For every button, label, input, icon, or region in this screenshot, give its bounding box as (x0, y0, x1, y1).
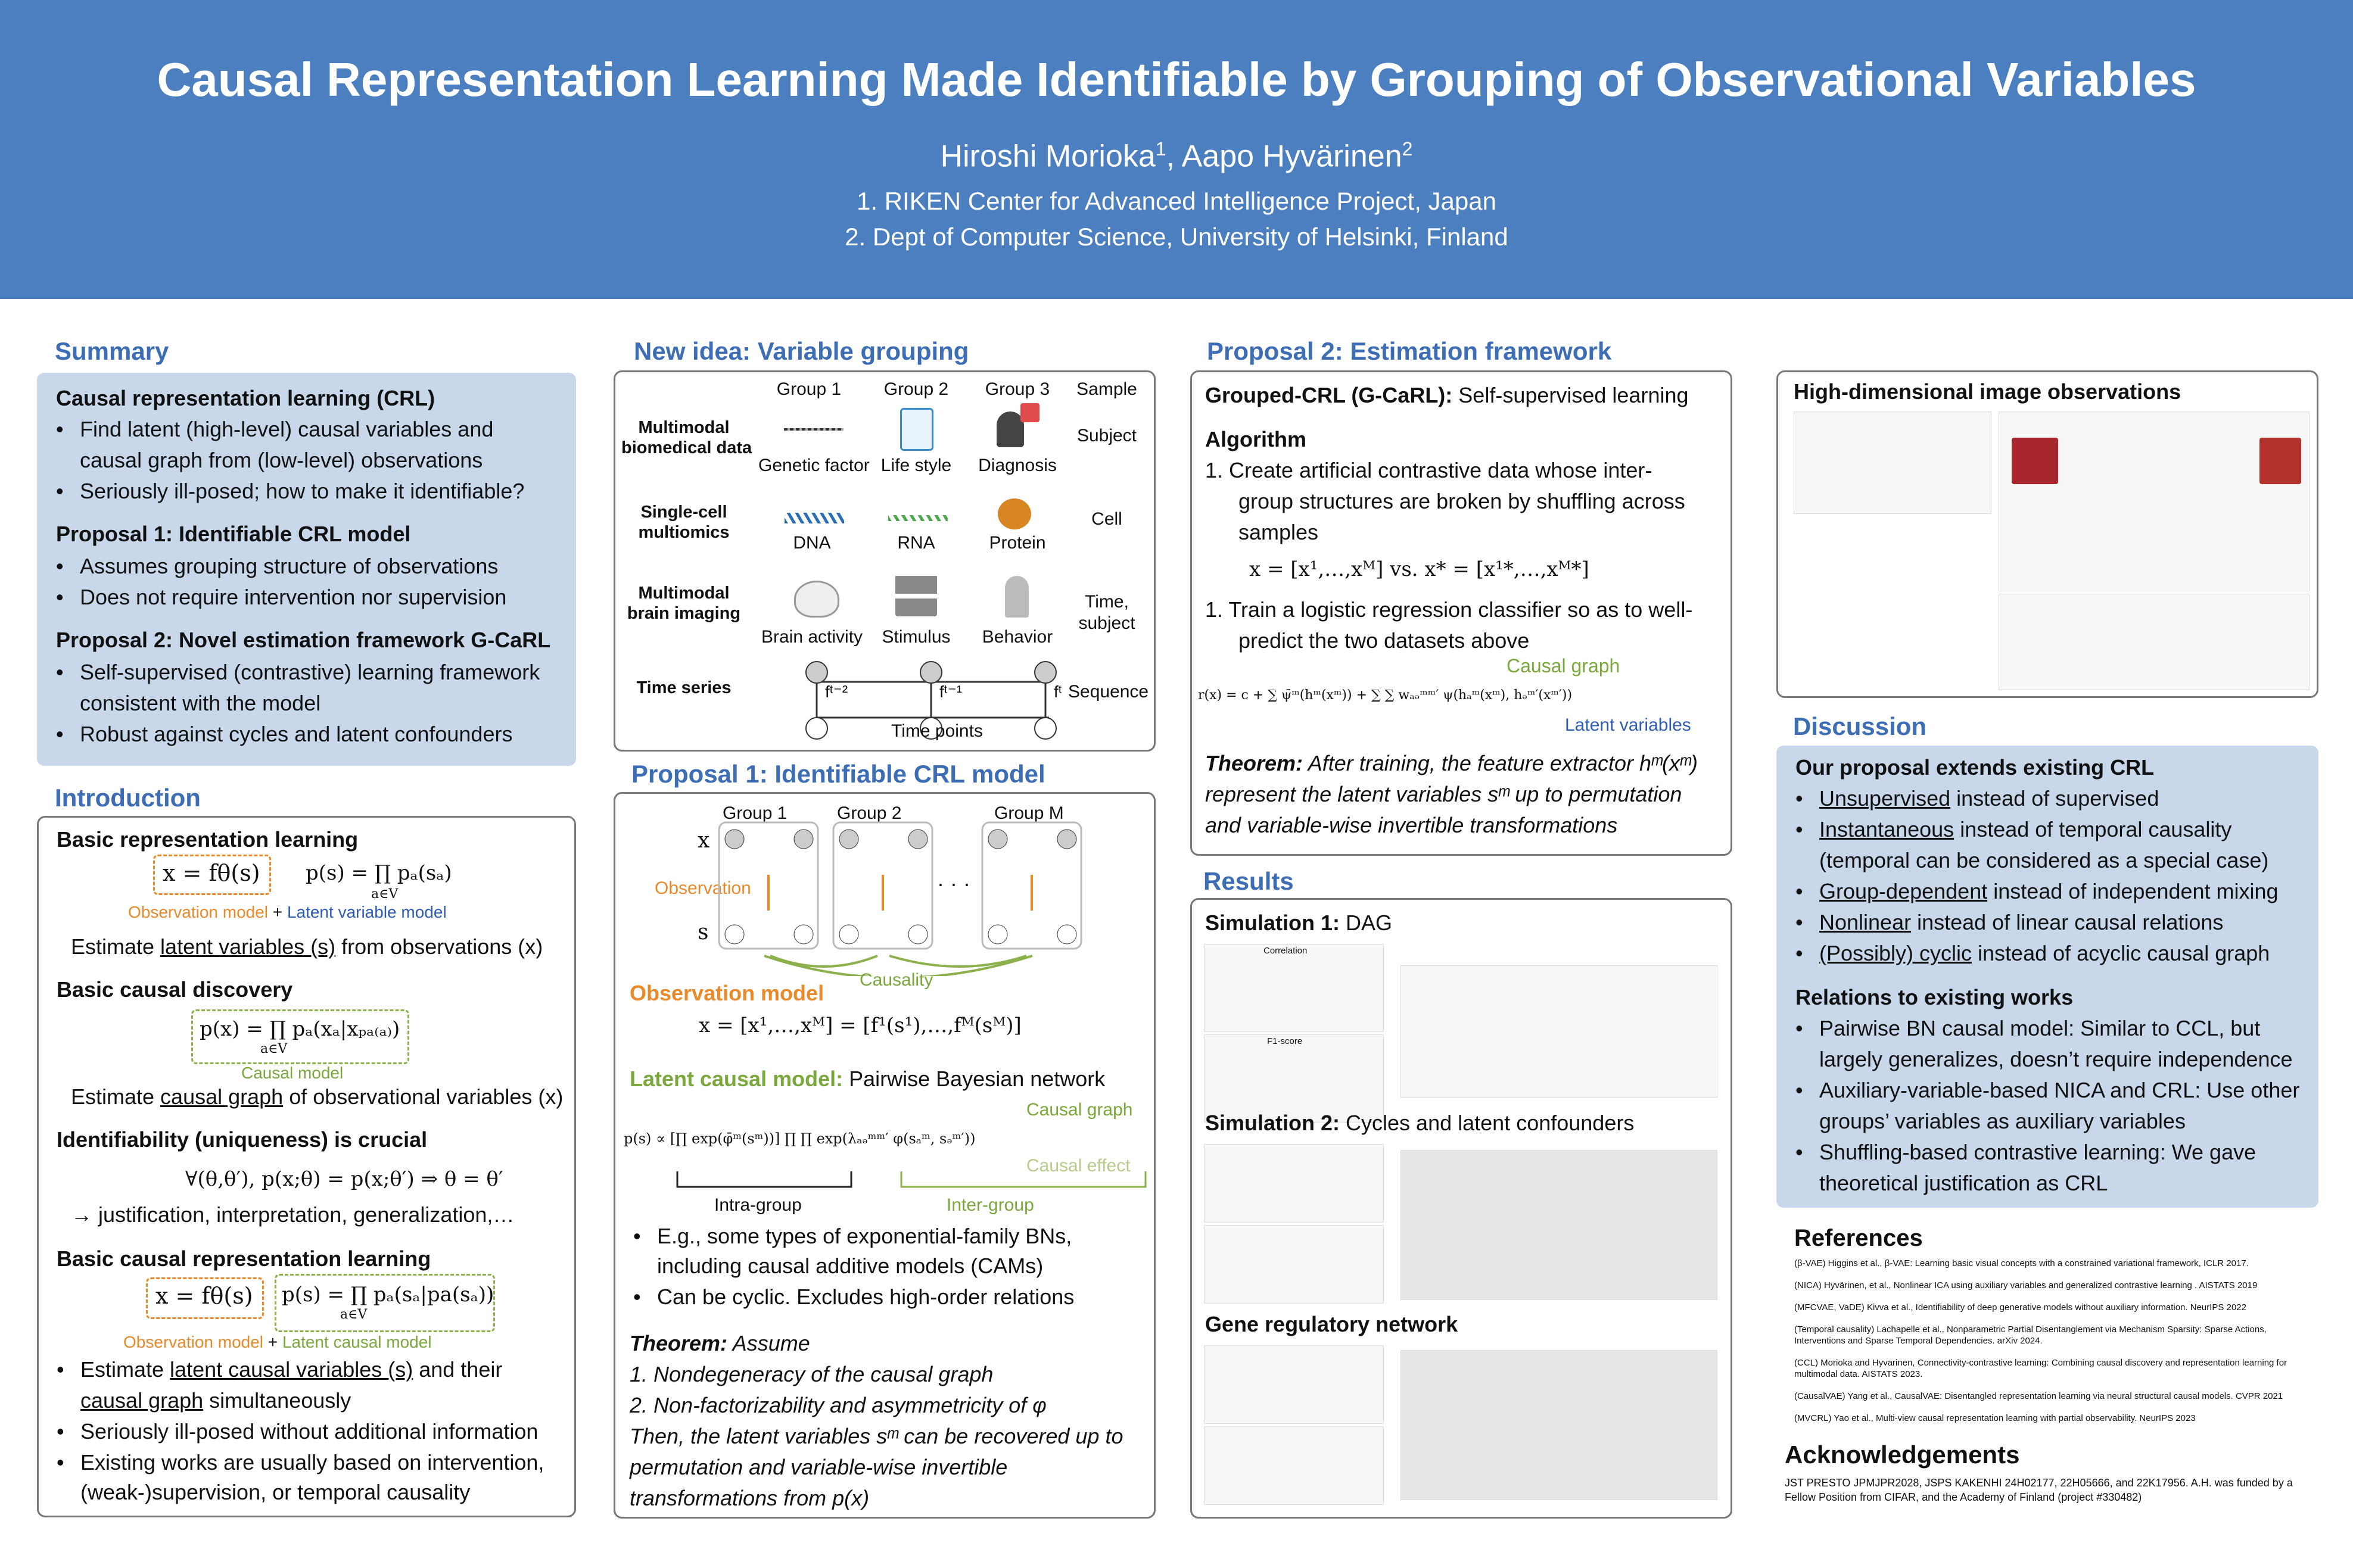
references-title: References (1794, 1225, 1923, 1251)
poster-title: Causal Representation Learning Made Identifiable by Grouping of Observational Variables (157, 53, 2196, 106)
new-idea-box: Group 1 Group 2 Group 3 Sample Multimodal biomedical data Genetic factor Life style Diagnosis Subject Single-cell multiomics DNA RNA Protein Cell Multimodal brain imaging Brain activity Stimulus Behavior Time, subject Time series fᵗ⁻² fᵗ⁻¹ fᵗ Sequence Time points (614, 370, 1156, 752)
results-title: Results (1203, 867, 1294, 895)
grn-adjacency-figure (1400, 1350, 1717, 1500)
protein-icon (998, 498, 1031, 529)
introduction-title: Introduction (55, 784, 201, 812)
proposal-1-box: Group 1 Group 2 Group M x s Observation · · · Causality Observation model x = [x¹,…,xᴹ] = [f¹(s¹),…,fᴹ(sᴹ)] Latent causal model: Pairwise Bayesian network Causal graph p(s) ∝ [∏ exp(φ̄ᵐ(sᵐ))] ∏ ∏ exp(λₐₔᵐᵐ′ φ(sₐᵐ, sₔᵐ′)) Causal effect Intra-group Inter-group • E.g., some types of exponential-family BNs, including causal additive models (CAMs) • Can be cyclic. Excludes high-order relations Theorem: Assume 1. Nondegeneracy of the causal graph 2. Non-factorizability and asymmetricity of φ Then, the latent variables sᵐ can be recovered up to permutation and variable-wise invertible transformations from p(x) (614, 792, 1156, 1519)
sim2-correlation-plot (1204, 1144, 1384, 1223)
results-box: Simulation 1: DAG Correlation F1-score Simulation 2: Cycles and latent confounders Gene regulatory network (1190, 898, 1732, 1519)
group-bracket (675, 1169, 1151, 1193)
image-observation-icon-2 (2259, 438, 2301, 484)
behavior-icon (1005, 576, 1029, 618)
sim2-adjacency-figure (1400, 1150, 1717, 1300)
dna-icon (785, 513, 844, 523)
medical-cross-icon (1020, 403, 1039, 422)
poster-header (0, 0, 2353, 299)
sim1-adjacency-figure (1400, 965, 1717, 1098)
stimulus-icon (895, 575, 937, 616)
summary-box: Causal representation learning (CRL) • Find latent (high-level) causal variables and causal graph from (low-level) observations • Seriously ill-posed; how to make it identifiable? Proposal 1: Identifiable CRL model • Assumes grouping structure of observations • Does not require intervention nor supervision Proposal 2: Novel estimation framework G-CaRL • Self-supervised (contrastive) learning framework consistent with the model • Robust against cycles and latent confounders (37, 373, 576, 766)
image-observation-icon (2012, 438, 2058, 484)
affiliation-1: 1. RIKEN Center for Advanced Intelligence Project, Japan (857, 187, 1496, 215)
grn-correlation-plot (1204, 1345, 1384, 1424)
brain-icon (794, 581, 839, 618)
proposal-2-title: Proposal 2: Estimation framework (1207, 337, 1612, 365)
rna-icon (888, 515, 948, 521)
hd-score-plot (1794, 412, 1991, 514)
new-idea-title: New idea: Variable grouping (634, 337, 969, 365)
acknowledgements-text: JST PRESTO JPMJPR2028, JSPS KAKENHI 24H02177, 22H05666, and 22K17956. A.H. was funded by a Fellow Position from CIFAR, and the Academy of Finland (project #330482) (1785, 1477, 2293, 1503)
discussion-box: Our proposal extends existing CRL • Unsupervised instead of supervised • Instantaneous instead of temporal causality (temporal can be considered as a special case) • Group-dependent instead of independent mixing • Nonlinear instead of linear causal relations • (Possibly) cyclic instead of acyclic causal graph Relations to existing works • Pairwise BN causal model: Similar to CCL, but largely generalizes, doesn’t require independence • Auxiliary-variable-based NICA and CRL: Use other groups’ variables as auxiliary variables • Shuffling-based contrastive learning: We gave theoretical justification as CRL (1776, 746, 2318, 1208)
sim1-correlation-plot (1204, 944, 1384, 1032)
discussion-title: Discussion (1793, 712, 1927, 740)
references-list: (β-VAE) Higgins et al., β-VAE: Learning basic visual concepts with a constrained variational framework, ICLR 2017. (NICA) Hyvärinen, et al., Nonlinear ICA using auxiliary variables and generalized contrastive learning . AISTATS 2019 (MFCVAE, VaDE) Kivva et al., Identifiability of deep generative models without auxiliary information. NeurIPS 2022 (Temporal causality) Lachapelle et al., Nonparametric Partial Disentanglement via Mechanism Sparsity: Sparse Actions, Interventions and Sparse Temporal Dependencies. arXiv 2024. (CCL) Morioka and Hyvarinen, Connectivity-contrastive learning: Combining causal discovery and representation learning for multimodal data. AISTATS 2023. (CausalVAE) Yang et al., CausalVAE: Disentangled representation learning via neural structural causal models. CVPR 2021 (MVCRL) Yao et al., Multi-view causal representation learning with partial observability. NeurIPS 2023 (1794, 1258, 2287, 1423)
acknowledgements-title: Acknowledgements (1785, 1441, 2020, 1469)
genetic-factor-icon (784, 428, 844, 431)
group-model-diagram (717, 821, 1086, 976)
summary-title: Summary (55, 337, 169, 365)
authors: Hiroshi Morioka$^1$, Aapo Hyvärinen$^2$ (940, 138, 1413, 174)
introduction-box: Basic representation learning x = fθ(s) p(s) = ∏ pₐ(sₐ) a∈V Observation model + Latent variable model Estimate latent variables (s) from observations (x) Basic causal discovery p(x) = ∏ pₐ(xₐ|xₚₐ₍ₐ₎) a∈V Causal model Estimate causal graph of observational variables (x) Identifiability (uniqueness) is crucial ∀(θ,θ′), p(x;θ) = p(x;θ′) ⇒ θ = θ′ → justification, interpretation, generalization,… Basic causal representation learning x = fθ(s) p(s) = ∏ pₐ(sₐ|pa(sₐ)) a∈V Observation model + Latent causal model • Estimate latent causal variables (s) and their causal graph simultaneously • Seriously ill-posed without additional information • Existing works are usually based on intervention, (weak-)supervision, or temporal causality (37, 816, 576, 1517)
hd-estimation-figure (1999, 594, 2310, 690)
affiliation-2: 2. Dept of Computer Science, University of Helsinki, Finland (845, 223, 1508, 251)
life-style-icon (900, 408, 933, 451)
proposal-1-title: Proposal 1: Identifiable CRL model (631, 760, 1045, 788)
high-dim-box: High-dimensional image observations (1776, 370, 2318, 698)
sim2-f1-plot (1204, 1225, 1384, 1304)
grn-f1-plot (1204, 1426, 1384, 1505)
proposal-2-box: Grouped-CRL (G-CaRL): Self-supervised learning Algorithm 1. Create artificial contrastive data whose inter- group structures are broken by shuffling across samples x = [x¹,…,xᴹ] vs. x* = [x¹*,…,xᴹ*] 1. Train a logistic regression classifier so as to well- predict the two datasets above Causal graph r(x) = c + ∑ ψ̄ᵐ(hᵐ(xᵐ)) + ∑ ∑ wₐₔᵐᵐ′ ψ(hₐᵐ(xᵐ), hₔᵐ′(xᵐ′)) Latent variables Theorem: After training, the feature extractor hᵐ(xᵐ) represent the latent variables sᵐ up to permutation and variable-wise invertible transformations (1190, 370, 1732, 856)
